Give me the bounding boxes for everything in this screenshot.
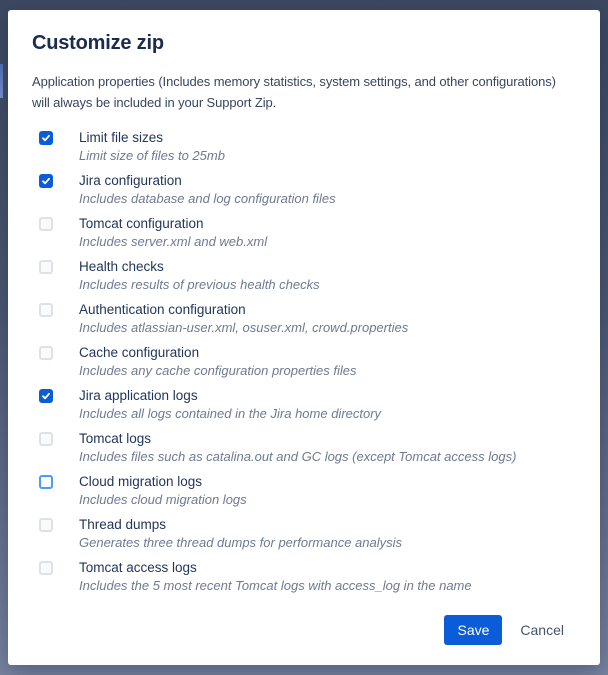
zip-option-row [32, 215, 576, 251]
zip-option-row [32, 430, 576, 466]
option-label[interactable]: Cloud migration logs [79, 474, 203, 489]
option-text [79, 258, 320, 294]
option-checkbox[interactable] [39, 518, 53, 532]
checkmark-icon [41, 391, 51, 401]
option-description: Limit size of files to 25mb [79, 148, 225, 163]
option-checkbox[interactable] [39, 432, 53, 446]
option-text [79, 387, 381, 423]
background-page-fragment [0, 64, 3, 98]
option-text [79, 344, 357, 380]
option-label[interactable]: Tomcat configuration [79, 216, 204, 231]
option-text [79, 301, 408, 337]
option-checkbox[interactable] [39, 260, 53, 274]
checkmark-icon [41, 133, 51, 143]
zip-option-row [32, 301, 576, 337]
cancel-button[interactable]: Cancel [512, 615, 572, 645]
option-description: Includes server.xml and web.xml [79, 234, 268, 249]
option-description: Includes results of previous health checks [79, 277, 320, 292]
option-text [79, 473, 247, 509]
zip-option-row [32, 344, 576, 380]
option-label[interactable]: Tomcat logs [79, 431, 152, 446]
option-checkbox[interactable] [39, 389, 53, 403]
modal-footer [32, 615, 576, 647]
zip-option-row [32, 516, 576, 552]
option-label[interactable]: Health checks [79, 259, 164, 274]
option-text [79, 430, 516, 466]
option-description: Includes the 5 most recent Tomcat logs with access_log in the name [79, 578, 472, 593]
zip-options-list [32, 129, 576, 602]
zip-option-row [32, 473, 576, 509]
zip-option-row [32, 258, 576, 294]
option-label[interactable]: Authentication configuration [79, 302, 246, 317]
zip-option-row [32, 172, 576, 208]
option-checkbox[interactable] [39, 346, 53, 360]
option-description: Includes database and log configuration files [79, 191, 336, 206]
option-checkbox[interactable] [39, 561, 53, 575]
option-label[interactable]: Tomcat access logs [79, 560, 197, 575]
modal-title: Customize zip [32, 32, 164, 54]
option-description: Includes any cache configuration properties files [79, 363, 357, 378]
option-checkbox[interactable] [39, 475, 53, 489]
option-text [79, 559, 472, 595]
option-label[interactable]: Thread dumps [79, 517, 167, 532]
zip-option-row [32, 559, 576, 595]
option-text [79, 215, 267, 251]
option-description: Includes files such as catalina.out and GC logs (except Tomcat access logs) [79, 449, 517, 464]
option-description: Generates three thread dumps for performance analysis [79, 535, 403, 550]
option-text [79, 129, 225, 165]
modal-intro-text: Application properties (Includes memory statistics, system settings, and other configurations) will always be included in your Support Zip. [32, 74, 556, 110]
option-checkbox[interactable] [39, 131, 53, 145]
option-label[interactable]: Limit file sizes [79, 130, 164, 145]
option-text [79, 516, 402, 552]
option-label[interactable]: Cache configuration [79, 345, 200, 360]
option-checkbox[interactable] [39, 303, 53, 317]
option-label[interactable]: Jira application logs [79, 388, 198, 403]
checkmark-icon [41, 176, 51, 186]
customize-zip-modal [8, 10, 600, 665]
option-checkbox[interactable] [39, 174, 53, 188]
save-button[interactable]: Save [444, 615, 502, 645]
option-description: Includes cloud migration logs [79, 492, 247, 507]
option-description: Includes atlassian-user.xml, osuser.xml, crowd.properties [79, 320, 409, 335]
option-checkbox[interactable] [39, 217, 53, 231]
zip-option-row [32, 387, 576, 423]
zip-option-row [32, 129, 576, 165]
option-description: Includes all logs contained in the Jira home directory [79, 406, 382, 421]
option-text [79, 172, 336, 208]
option-label[interactable]: Jira configuration [79, 173, 182, 188]
